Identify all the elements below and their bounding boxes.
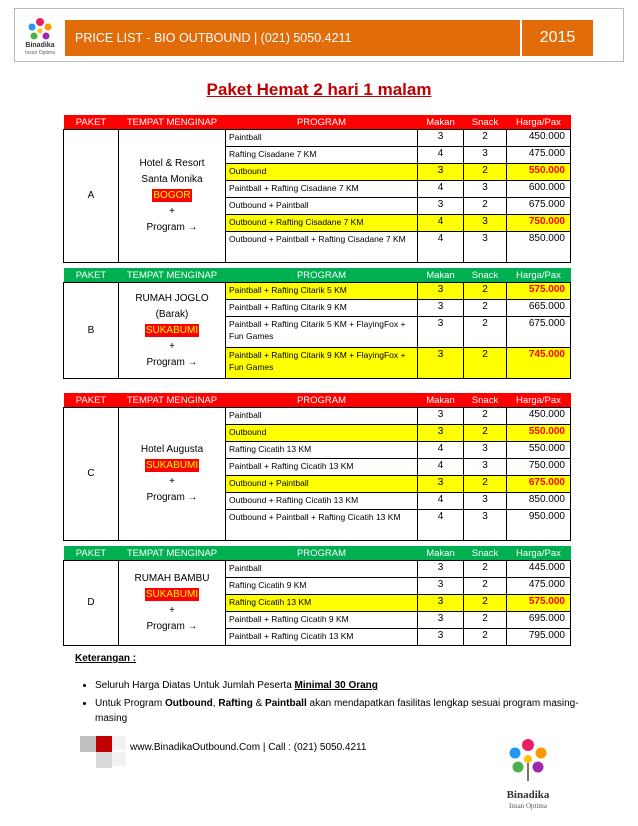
price-cell: 550.000 [507, 425, 571, 442]
snack-cell: 2 [464, 408, 507, 425]
logo-name: Binadika [25, 42, 55, 49]
column-header: Makan [418, 546, 464, 561]
makan-cell: 3 [418, 164, 464, 181]
table-header-row [64, 268, 571, 283]
snack-cell: 2 [464, 300, 507, 317]
price-cell: 445.000 [507, 561, 571, 578]
column-header: Harga/Pax [507, 393, 571, 408]
note-emphasis: Outbound [165, 698, 213, 709]
snack-cell: 2 [464, 283, 507, 300]
note-item [95, 696, 595, 726]
footer-logo-tagline: Insan Optima [509, 802, 547, 810]
location-badge: SUKABUMI [145, 460, 199, 471]
makan-cell: 3 [418, 317, 464, 348]
makan-cell: 3 [418, 595, 464, 612]
place-name: RUMAH JOGLO [135, 292, 209, 304]
column-header: TEMPAT MENGINAP [119, 393, 226, 408]
snack-cell: 2 [464, 476, 507, 493]
footer-square [96, 752, 112, 768]
snack-cell: 2 [464, 164, 507, 181]
makan-cell: 3 [418, 629, 464, 646]
price-cell: 665.000 [507, 300, 571, 317]
table-row [64, 561, 571, 578]
table-header-row [64, 546, 571, 561]
makan-cell: 3 [418, 561, 464, 578]
note-item [95, 678, 595, 693]
footer-square [112, 736, 126, 750]
column-header: Makan [418, 115, 464, 130]
footer-logo-name: Binadika [506, 789, 550, 801]
program-label: Program → [146, 621, 198, 632]
snack-cell: 3 [464, 147, 507, 164]
program-cell: Paintball + Rafting Cicatih 13 KM [226, 629, 418, 646]
plus-sign: + [169, 476, 175, 487]
price-cell: 850.000 [507, 232, 571, 263]
makan-cell: 3 [418, 283, 464, 300]
snack-cell: 2 [464, 198, 507, 215]
snack-cell: 2 [464, 130, 507, 147]
program-cell: Paintball + Rafting Cisadane 7 KM [226, 181, 418, 198]
flower-logo-icon [498, 735, 558, 815]
price-cell: 675.000 [507, 476, 571, 493]
flower-logo-icon [20, 14, 60, 56]
program-cell: Rafting Cicatih 9 KM [226, 578, 418, 595]
table-row [64, 408, 571, 425]
price-cell: 550.000 [507, 442, 571, 459]
price-cell: 550.000 [507, 164, 571, 181]
column-header: Makan [418, 393, 464, 408]
table-row [64, 130, 571, 147]
header-year: 2015 [522, 20, 593, 56]
makan-cell: 3 [418, 348, 464, 379]
program-cell: Outbound [226, 164, 418, 181]
makan-cell: 3 [418, 300, 464, 317]
place-name: (Barak) [155, 308, 189, 320]
column-header: Harga/Pax [507, 268, 571, 283]
notes-section [75, 653, 595, 729]
package-code: C [64, 408, 119, 541]
footer-square [112, 752, 126, 766]
column-header: TEMPAT MENGINAP [119, 546, 226, 561]
column-header: TEMPAT MENGINAP [119, 115, 226, 130]
snack-cell: 2 [464, 561, 507, 578]
price-cell: 750.000 [507, 215, 571, 232]
location-badge: SUKABUMI [145, 589, 199, 600]
makan-cell: 4 [418, 232, 464, 263]
snack-cell: 3 [464, 493, 507, 510]
note-text: Seluruh Harga Diatas Untuk Jumlah Peserta [95, 680, 295, 691]
column-header: Snack [464, 546, 507, 561]
snack-cell: 2 [464, 595, 507, 612]
program-cell: Paintball + Rafting Citarik 5 KM [226, 283, 418, 300]
package-code: A [64, 130, 119, 263]
note-text: , [212, 698, 219, 709]
snack-cell: 2 [464, 425, 507, 442]
price-cell: 450.000 [507, 408, 571, 425]
plus-sign: + [169, 206, 175, 217]
program-cell: Paintball + Rafting Cicatih 9 KM [226, 612, 418, 629]
table-header-row [64, 115, 571, 130]
snack-cell: 2 [464, 578, 507, 595]
header-title: PRICE LIST - BIO OUTBOUND | (021) 5050.4211 [65, 20, 520, 56]
program-cell: Rafting Cicatih 13 KM [226, 595, 418, 612]
program-cell: Paintball + Rafting Cicatih 13 KM [226, 459, 418, 476]
price-cell: 675.000 [507, 198, 571, 215]
package-table [63, 268, 571, 379]
place-name: Santa Monika [141, 174, 203, 185]
column-header: PAKET [64, 268, 119, 283]
note-emphasis: Rafting [218, 698, 253, 709]
snack-cell: 3 [464, 215, 507, 232]
snack-cell: 3 [464, 442, 507, 459]
column-header: PAKET [64, 546, 119, 561]
snack-cell: 3 [464, 510, 507, 541]
column-header: PROGRAM [226, 393, 418, 408]
price-cell: 675.000 [507, 317, 571, 348]
makan-cell: 3 [418, 198, 464, 215]
column-header: PROGRAM [226, 546, 418, 561]
notes-title: Keterangan : [75, 653, 137, 664]
table-header-row [64, 393, 571, 408]
makan-cell: 3 [418, 425, 464, 442]
notes-list [75, 678, 595, 726]
accommodation-cell [119, 130, 226, 263]
program-label: Program → [146, 492, 198, 503]
price-cell: 950.000 [507, 510, 571, 541]
program-cell: Outbound + Paintball [226, 198, 418, 215]
footer-contact: www.BinadikaOutbound.Com | Call : (021) 5050.4211 [130, 742, 367, 753]
note-emphasis: Paintball [265, 698, 307, 709]
note-text: Untuk Program [95, 698, 166, 709]
column-header: PROGRAM [226, 115, 418, 130]
package-code: D [64, 561, 119, 646]
footer-square [80, 736, 96, 752]
program-cell: Outbound + Paintball + Rafting Cisadane 7 KM [226, 232, 418, 263]
footer-square [96, 736, 112, 752]
price-cell: 750.000 [507, 459, 571, 476]
program-cell: Paintball + Rafting Citarik 9 KM + FlayingFox + Fun Games [226, 348, 418, 379]
program-cell: Paintball [226, 561, 418, 578]
company-logo [20, 14, 60, 56]
package-table [63, 393, 571, 541]
program-cell: Outbound [226, 425, 418, 442]
price-cell: 475.000 [507, 578, 571, 595]
program-label: Program → [146, 356, 198, 368]
column-header: Makan [418, 268, 464, 283]
column-header: PAKET [64, 115, 119, 130]
makan-cell: 4 [418, 459, 464, 476]
snack-cell: 2 [464, 612, 507, 629]
makan-cell: 4 [418, 181, 464, 198]
program-label: Program → [146, 222, 198, 233]
makan-cell: 3 [418, 408, 464, 425]
program-cell: Outbound + Paintball + Rafting Cicatih 13 KM [226, 510, 418, 541]
program-cell: Paintball + Rafting Citarik 9 KM [226, 300, 418, 317]
place-name: RUMAH BAMBU [134, 573, 210, 584]
program-cell: Paintball [226, 130, 418, 147]
package-code: B [64, 283, 119, 379]
plus-sign: + [169, 340, 175, 352]
logo-tagline: Insan Optima [25, 50, 55, 56]
snack-cell: 2 [464, 317, 507, 348]
column-header: Snack [464, 393, 507, 408]
accommodation-cell [119, 408, 226, 541]
program-cell: Rafting Cicatih 13 KM [226, 442, 418, 459]
column-header: PROGRAM [226, 268, 418, 283]
program-cell: Outbound + Rafting Cicatih 13 KM [226, 493, 418, 510]
column-header: Snack [464, 115, 507, 130]
price-cell: 600.000 [507, 181, 571, 198]
package-table [63, 546, 571, 646]
column-header: Harga/Pax [507, 546, 571, 561]
note-emphasis: Minimal 30 Orang [294, 680, 378, 691]
column-header: PAKET [64, 393, 119, 408]
package-table [63, 115, 571, 263]
makan-cell: 4 [418, 442, 464, 459]
price-cell: 575.000 [507, 283, 571, 300]
document-title: Paket Hemat 2 hari 1 malam [206, 80, 432, 99]
price-cell: 695.000 [507, 612, 571, 629]
makan-cell: 3 [418, 476, 464, 493]
price-cell: 575.000 [507, 595, 571, 612]
makan-cell: 4 [418, 493, 464, 510]
location-badge: SUKABUMI [145, 324, 199, 336]
program-cell: Outbound + Rafting Cisadane 7 KM [226, 215, 418, 232]
makan-cell: 3 [418, 130, 464, 147]
column-header: TEMPAT MENGINAP [119, 268, 226, 283]
snack-cell: 2 [464, 629, 507, 646]
column-header: Harga/Pax [507, 115, 571, 130]
snack-cell: 3 [464, 459, 507, 476]
makan-cell: 3 [418, 612, 464, 629]
makan-cell: 3 [418, 578, 464, 595]
plus-sign: + [169, 605, 175, 616]
snack-cell: 3 [464, 181, 507, 198]
price-cell: 450.000 [507, 130, 571, 147]
price-cell: 795.000 [507, 629, 571, 646]
footer-logo [498, 735, 558, 815]
document-title-wrap [0, 80, 638, 100]
note-text: akan mendapatkan fasilitas lengkap sesuai program masing-masing [95, 698, 579, 724]
note-text: & [252, 698, 266, 709]
price-cell: 475.000 [507, 147, 571, 164]
makan-cell: 4 [418, 147, 464, 164]
price-cell: 850.000 [507, 493, 571, 510]
table-row [64, 283, 571, 300]
makan-cell: 4 [418, 510, 464, 541]
accommodation-cell [119, 561, 226, 646]
place-name: Hotel Augusta [140, 444, 204, 455]
page-header [20, 14, 594, 56]
program-cell: Paintball [226, 408, 418, 425]
program-cell: Rafting Cisadane 7 KM [226, 147, 418, 164]
accommodation-cell [119, 283, 226, 379]
program-cell: Paintball + Rafting Citarik 5 KM + FlayingFox + Fun Games [226, 317, 418, 348]
snack-cell: 2 [464, 348, 507, 379]
makan-cell: 4 [418, 215, 464, 232]
place-name: Hotel & Resort [139, 158, 205, 169]
column-header: Snack [464, 268, 507, 283]
snack-cell: 3 [464, 232, 507, 263]
location-badge: BOGOR [153, 190, 191, 201]
program-cell: Outbound + Paintball [226, 476, 418, 493]
price-cell: 745.000 [507, 348, 571, 379]
